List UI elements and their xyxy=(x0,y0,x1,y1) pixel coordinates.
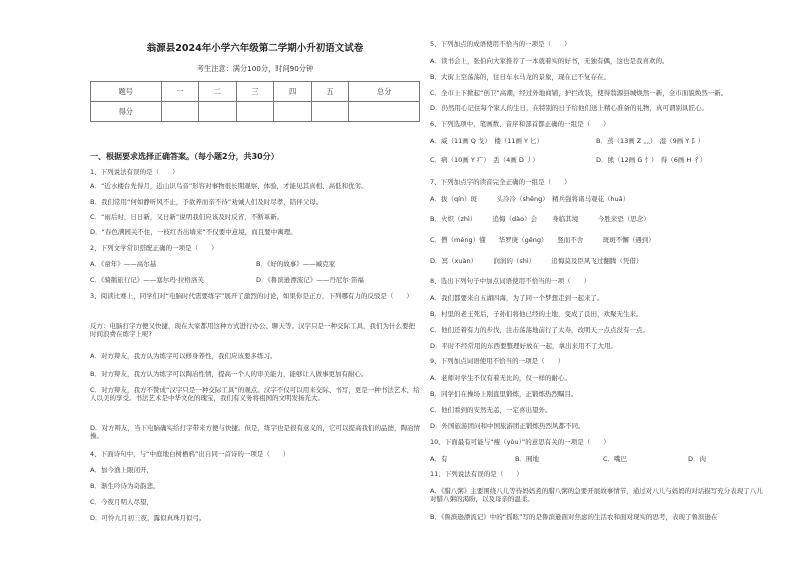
question-line: 4、下面诗句中，与“中庭地白树栖鸦”出自同一首诗的一项是（ ） xyxy=(90,450,290,458)
score-cell[interactable] xyxy=(311,102,349,122)
option-line: D．平时不经常用的东西要整理好放在一起，拿出来用不了大用。 xyxy=(430,342,618,350)
question-line: C．“雨后时，日日新，又日新”说明我们应该及时反省，不断革新。 xyxy=(90,213,284,221)
option-line: A．加今渔上眼闭开， xyxy=(90,466,153,474)
option-line: A．我们都要来自五湖四海，为了同一个梦想走到一起来了。 xyxy=(430,294,604,302)
option-line: B．大街上空荡荡的，往日车水马龙的景象，现在已不复存在。 xyxy=(430,73,610,81)
score-cell[interactable] xyxy=(199,102,237,122)
q10-option: B．囿地 xyxy=(515,455,539,463)
option-line: A．威（11画 Q 戈） 楼（11画 Y 匕） xyxy=(430,137,544,145)
option-line: C．全市上下掀起“创卫”高潮，经过外地商铺，护拦改装，使得翁源县城焕然一新，全市面貌焕然一新。 xyxy=(430,89,728,97)
question-line: B．我们常用“何如静听风不止，予欲养而亲不待”劝诫人们及时尽孝，陪伴父母。 xyxy=(90,198,323,206)
score-header-cell: 一 xyxy=(161,82,199,102)
score-cell[interactable] xyxy=(349,102,420,122)
q10-option: A．有 xyxy=(430,455,448,463)
option-line: B．《好的故事》——臧克家 xyxy=(256,260,336,268)
question-line: 3、阅读比赛上，同学们对“电脑时代需要练字”展开了激烈的讨论，如果你是正方，下列哪有力的反驳是（ ） xyxy=(90,292,413,300)
question-line: 6、下列选项中，笔画数、音序和部首都正确的一组是（ ） xyxy=(430,120,610,128)
question-line: 反方：电脑打字方便又快捷，现在大家都用这种方式进行办公、聊天等。汉字只是一种交际工具，我们为什么要把时间浪费在练字上呢? xyxy=(90,322,415,338)
option-line: B．同学们在操场上刚直里锻炼，正锻炼热烈瞩目。 xyxy=(430,390,578,398)
option-line: B．火炽（zhì） 追悔（dào）会 身临其境 今胜来恐（思念） xyxy=(430,215,650,223)
question-line: 5、下列加点的成语使用不恰当的一项是（ ） xyxy=(430,40,571,48)
question-line: 8、选出下列句子中加点词语使用不恰当的一项（ ） xyxy=(430,277,591,285)
option-line: B．渐生吟诗为奇韵悲， xyxy=(90,482,160,490)
score-cell[interactable] xyxy=(236,102,274,122)
option-line: C．他们还着有力的步伐，注击荡荡地前行了太寿，改明天一点点没有一点。 xyxy=(430,326,650,334)
exam-note: 考生注意：满分100分，时间90分钟 xyxy=(196,64,314,73)
score-header-cell: 四 xyxy=(274,82,312,102)
score-table xyxy=(90,81,420,122)
score-row-label: 得分 xyxy=(91,102,162,122)
question-line: 10、下面最有可能与“瘦（yòu）”的意思有关的一项是（ ） xyxy=(430,438,610,446)
option-line: A．读书会上，张伯向大家推荐了一本就着实的好书，无独有偶，这也是我喜欢的。 xyxy=(430,57,669,65)
score-header-row xyxy=(91,82,420,102)
option-line: B．蒸（13画 Z 灬） 湿（9画 Y 阝） xyxy=(596,137,705,145)
option-line: C．病（10画 Y 疒） 丢（4画 D 丿） xyxy=(430,156,539,164)
option-line: B．村里的老王死后，子孙们将他已经的土地，变成了良田，欢聚无生来。 xyxy=(430,310,643,318)
option-line: C．对方辩友，我方不赞成“汉字只是一种交际工具”的观点。汉字不仅可以用来交际、书写，更是一种书法艺术，给人以美的享受。书法艺术是中华文化的瑰宝，我们有义务将祖国的文明发扬光大。 xyxy=(90,386,420,402)
option-line: A．老师对学生不仅有着无比的，仅一样的耐心。 xyxy=(430,374,571,382)
score-cell[interactable] xyxy=(161,102,199,122)
option-line: A．拔（qín）斑 头冷冷（shēng） 精兵强将诸马观花（huā） xyxy=(430,195,630,203)
option-line: D．冥（xuàn） 润润的（shì） 追悔莫及臣风飞过翻腾（凭借） xyxy=(430,257,643,265)
score-header-cell: 题号 xyxy=(91,82,162,102)
question-line: 7、下列加点字的读音完全正确的一组是（ ） xyxy=(430,178,571,186)
option-line: D．外国旅游团问和中国旅游团正锻炼热烈风都不同。 xyxy=(430,422,585,430)
option-line: D．熊（12画 G 忄） 得（6画 H 彳） xyxy=(596,156,707,164)
question-line: 2、下列文学常识搭配正确的一项是（ ） xyxy=(90,244,218,252)
option-line: A．对方辩友，我方认为练字可以修身养性，我们应该要多练习。 xyxy=(90,352,277,360)
question-line: 1、下列说法有误的是（ ） xyxy=(90,168,179,176)
question-line: A．“近水楼台先得月，近山识鸟音”形容对事物很长期观察、体验，才能见其真相、高低和优劣。 xyxy=(90,182,368,190)
option-line: D．对方辩友，当下电脑确实给打字带来方便与快捷。但是，练字也是很有意义的，它可以提高我们的品德，陶冶情操。 xyxy=(90,424,421,440)
score-header-cell: 总分 xyxy=(349,82,420,102)
option-line: D．可怜九月初三夜，露似真珠月似弓。 xyxy=(90,514,206,522)
option-line: A．《童年》——高尔基 xyxy=(90,260,157,268)
exam-title: 翁源县2024年小学六年级第二学期小升初语文试卷 xyxy=(146,43,364,54)
option-line: C．僧（méng）懂 华罗庚（gēng） 竖而不舍 斑斑不懈（遇到） xyxy=(430,236,655,244)
question-line: 11、下列说法有误的是（ ） xyxy=(430,470,523,478)
option-line: C．《骑鹅旅行记》——塞尔玛·拉格洛芙 xyxy=(90,276,204,284)
score-header-cell: 二 xyxy=(199,82,237,102)
option-line: C．今夜月明人尽望， xyxy=(90,498,154,506)
option-line: B．对方辩友，我方认为练字可以陶冶性情，提高一个人的审美能力，能够让人做事更加有耐心。 xyxy=(90,370,368,378)
section-heading: 一、根据要求选择正确答案。（每小题2分，共30分） xyxy=(90,152,279,161)
question-line: 9、下列加点词语使用不恰当的一项是（ ） xyxy=(430,357,565,365)
option-line: C．他们看到的安然无恙，一定喜出望外。 xyxy=(430,406,552,414)
option-line: B．《鲁滨逊漂流记》中的“摇眩”写的是鲁滨逊面对焦虑的生活农和面对现实的思考，表现了鲁滨逊在 xyxy=(430,513,718,521)
score-row xyxy=(91,102,420,122)
score-header-cell: 五 xyxy=(311,82,349,102)
q10-option: D．肉 xyxy=(688,455,707,463)
question-line: D．“春色满园关不住，一枝红杏出墙来”不仅要中意境，而且要中寓理。 xyxy=(90,228,297,236)
option-line: A．《腊八粥》主要围绕八儿等待妈妈煮的腊八粥的急要开展故事情节，通过对八儿与妈妈的对话描写充分表现了八儿对腊八粥的渴盼，以及母亲的温柔。 xyxy=(430,487,763,503)
option-line: D．仍然用心记住每个家人的生日，在特别的日子给他们送上精心准备的礼物，真可谓别具匠心。 xyxy=(430,104,709,112)
score-header-cell: 三 xyxy=(236,82,274,102)
score-cell[interactable] xyxy=(274,102,312,122)
q10-option: C．嘴巴 xyxy=(603,455,628,463)
option-line: D．《鲁滨逊漂流记》——丹尼尔·笛福 xyxy=(256,276,364,284)
